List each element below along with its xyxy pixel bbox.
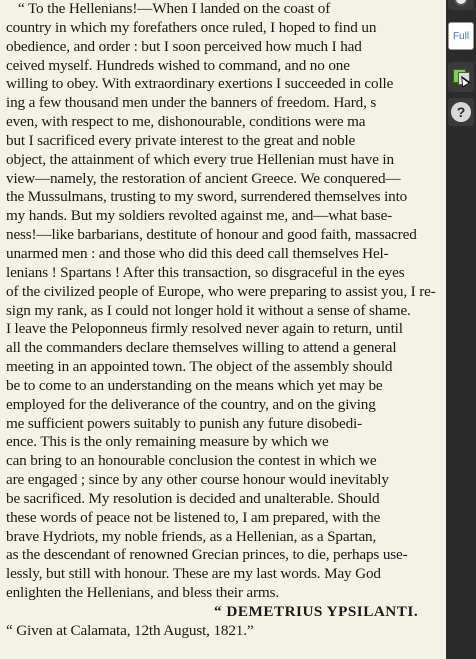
article-line: even, with respect to me, dishonourable, conditions were ma (6, 113, 366, 131)
help-icon: ? (451, 102, 471, 122)
article-text (6, 0, 450, 641)
article-line: meeting in an appointed town. The object of the assembly should (6, 358, 393, 376)
article-line: lenians ! Spartans ! After this transaction, so disgraceful in the eyes (6, 263, 405, 281)
article-line: willing to obey. With extraordinary exertions I succeeded in colle (6, 75, 394, 93)
article-line: unarmed men : and those who did this deed call themselves Hel- (6, 244, 389, 262)
article-line: sign my rank, as I could not longer hold it without a sense of shame. (6, 301, 411, 319)
full-view-label: Full (452, 30, 470, 42)
article-line: ence. This is the only remaining measure by which we (6, 433, 329, 451)
page-view-cursor-icon (453, 69, 469, 85)
article-line: view—namely, the restoration of ancient Greece. We conquered— (6, 169, 401, 187)
article-line: “ Given at Calamata, 12th August, 1821.” (6, 621, 254, 639)
article-line: these words of peace not be listened to, I am prepared, with the (6, 508, 381, 526)
article-line: obedience, and order : but I soon perceived how much I had (6, 37, 362, 55)
article-line: can bring to an honourable conclusion the contest in which we (6, 452, 377, 470)
article-line: be sacrificed. My resolution is decided and unalterable. Should (6, 489, 380, 507)
article-line: enlighten the Hellenians, and bless their arms. (6, 584, 279, 602)
article-line: the Mussulmans, trusting to my sword, surrendered themselves into (6, 188, 408, 206)
top-control-button[interactable] (448, 0, 474, 10)
article-line: I leave the Peloponneus firmly resolved never again to return, until (6, 320, 403, 338)
article-line: ceived myself. Hundreds wished to command, and no one (6, 56, 350, 74)
article-line: my hands. But my soldiers revolted against me, and—what base- (6, 207, 393, 225)
article-line: ness!—like barbarians, destitute of honour and good faith, massacred (6, 226, 417, 244)
article-line: as the descendant of renowned Grecian princes, to die, perhaps use- (6, 546, 408, 564)
article-line: be to come to an understanding on the means which yet may be (6, 376, 383, 394)
article-line: “ DEMETRIUS YPSILANTI. (214, 603, 419, 620)
article-line: brave Hydriots, my noble friends, as a Hellenian, as a Spartan, (6, 527, 377, 545)
article-line: country in which my forefathers once ruled, I hoped to find un (6, 18, 377, 36)
article-line: object, the attainment of which every true Hellenian must have in (6, 150, 394, 168)
article-line: ing a few thousand men under the banners of freedom. Hard, s (6, 94, 377, 112)
article-line: lessly, but still with honour. These are my last words. May God (6, 565, 381, 583)
help-button[interactable] (448, 98, 474, 126)
viewer-control-strip (446, 0, 476, 659)
article-line: of the civilized people of Europe, who were preparing to assist you, I re- (6, 282, 436, 300)
article-line: employed for the deliverance of the country, and on the giving (6, 395, 376, 413)
full-view-button[interactable] (448, 22, 474, 50)
article-line: all the commanders declare themselves willing to attend a general (6, 339, 397, 357)
circle-button-icon (454, 0, 468, 6)
page-view-button[interactable] (448, 62, 474, 92)
article-line: me sufficient powers suitably to punish any future disobedi- (6, 414, 362, 432)
article-line: “ To the Hellenians!—When I landed on the coast of (18, 0, 331, 17)
article-line: but I sacrificed every private interest to the great and noble (6, 131, 356, 149)
article-line: are engaged ; since by any other course honour would inevitably (6, 471, 389, 489)
